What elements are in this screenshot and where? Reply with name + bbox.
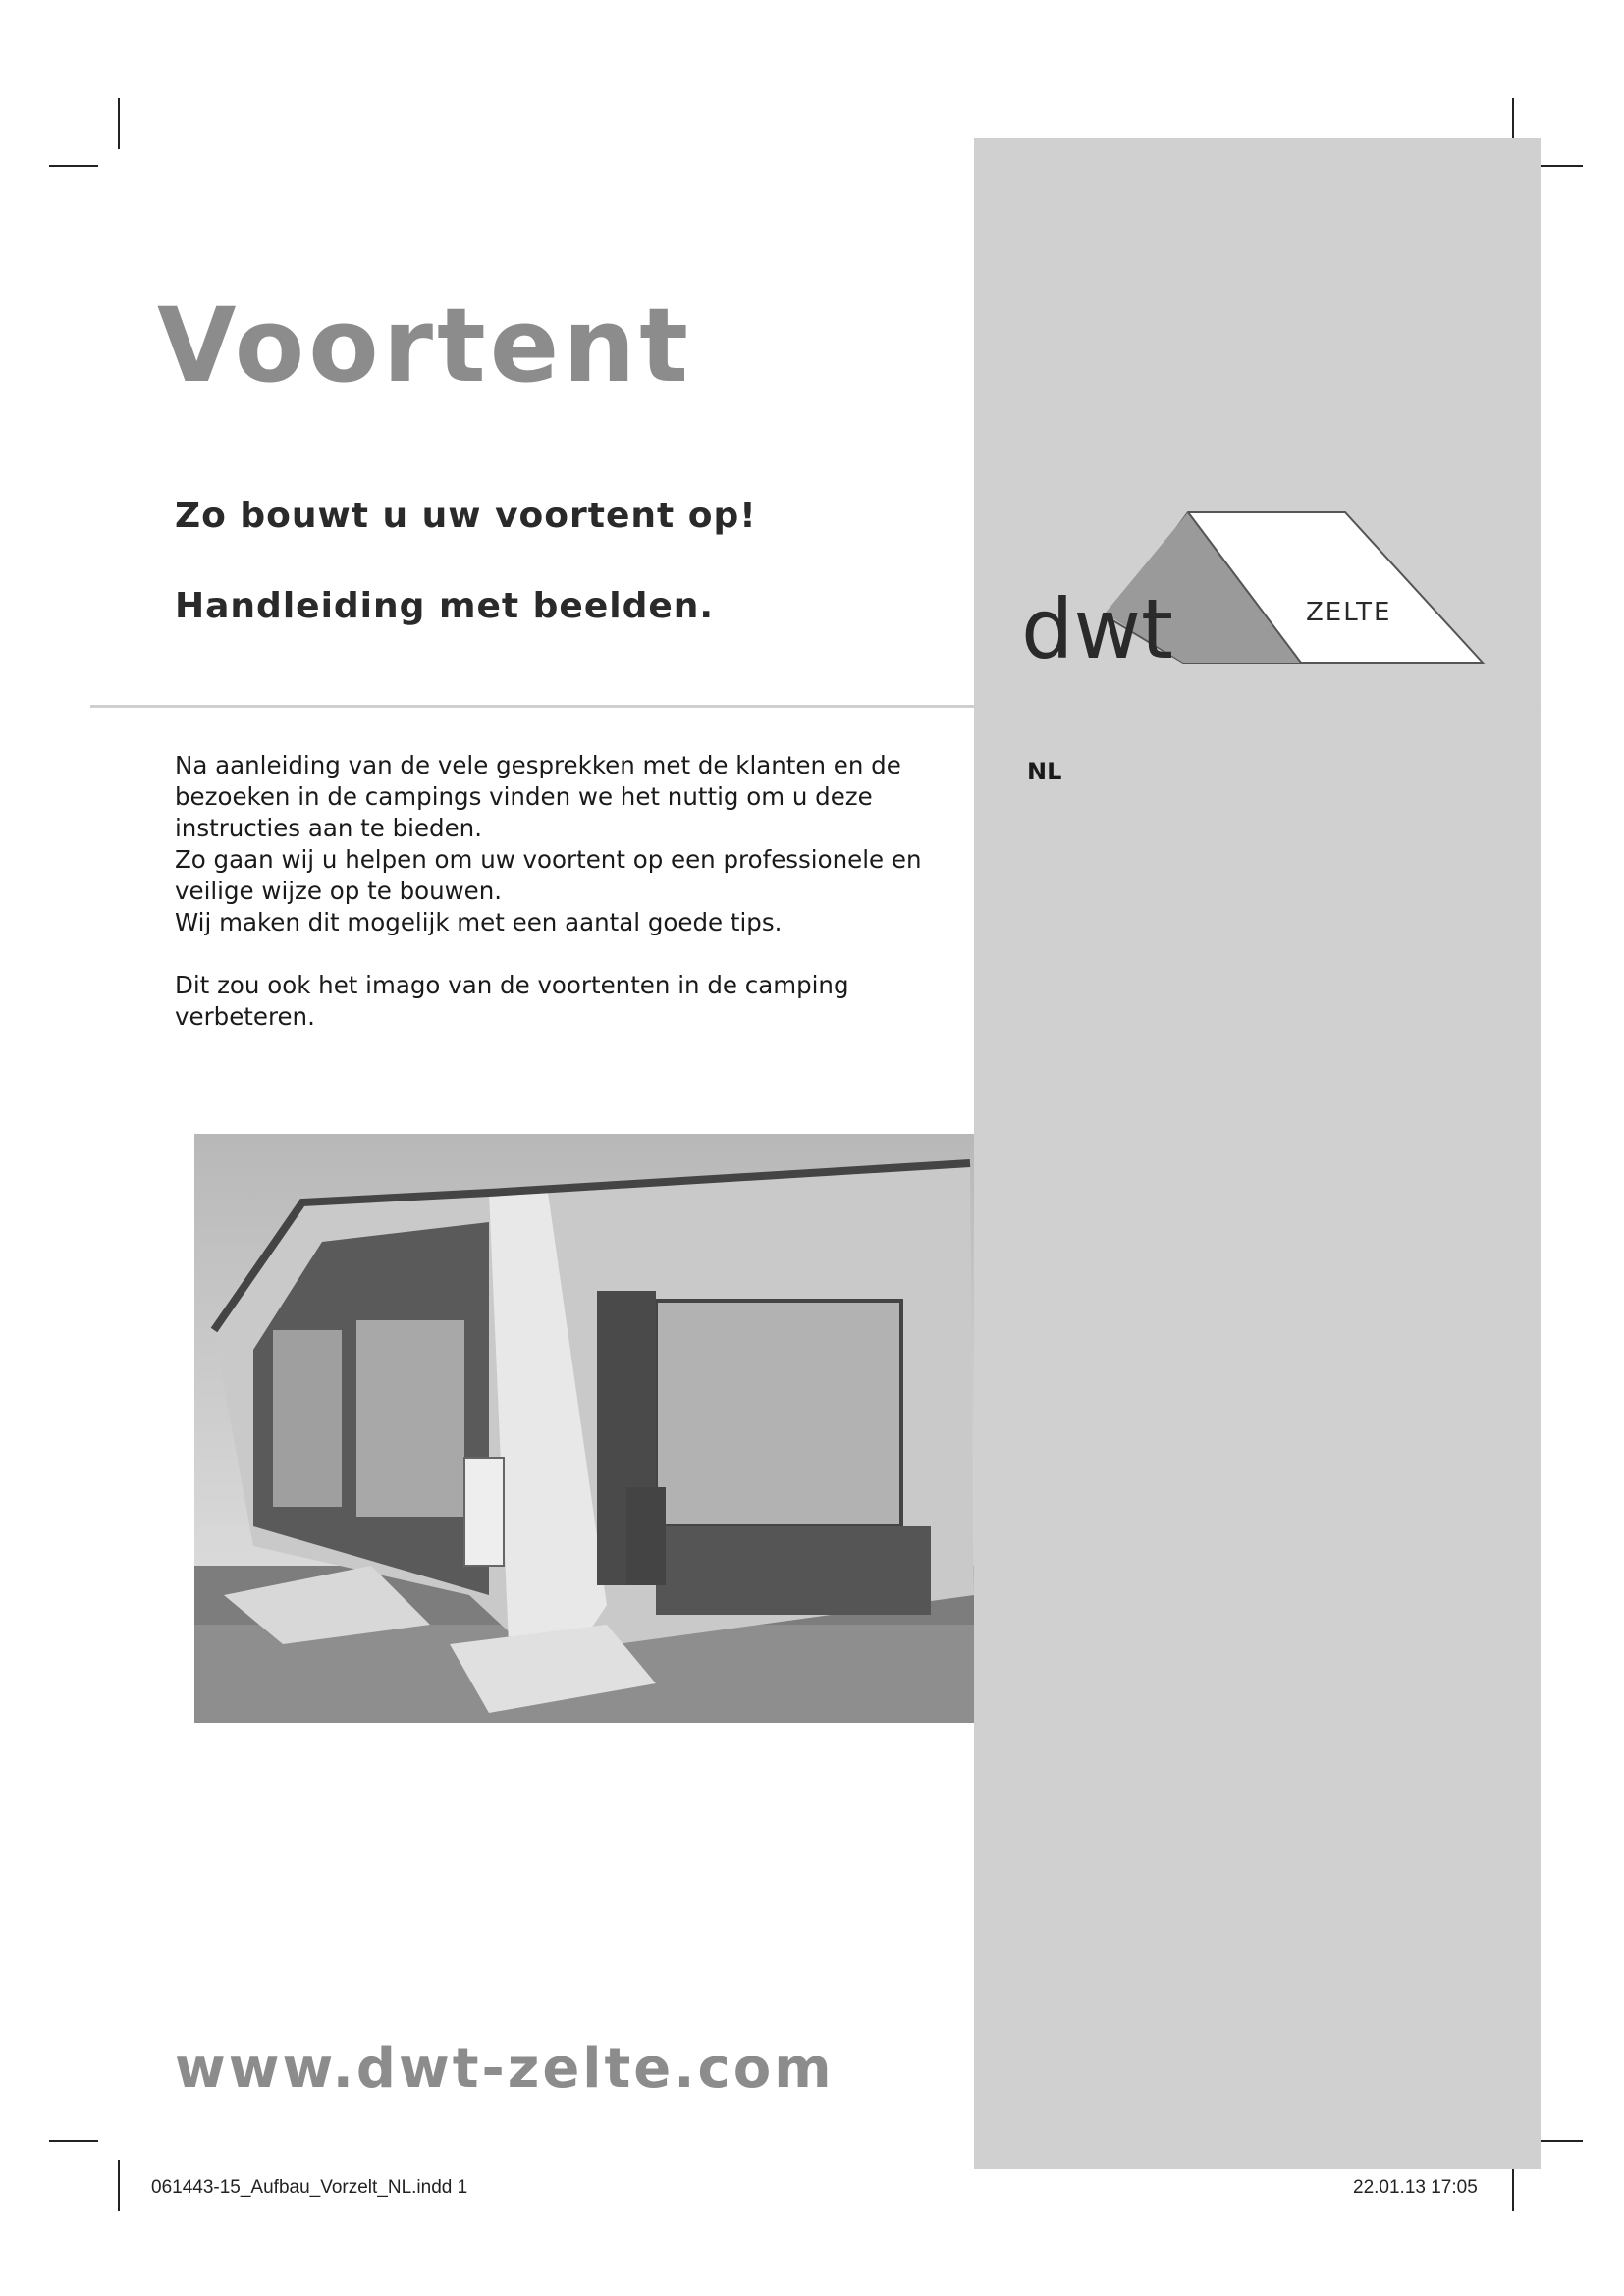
crop-mark: [49, 165, 98, 167]
dwt-logo: [1011, 501, 1512, 677]
subtitle-manual: Handleiding met beelden.: [175, 586, 715, 626]
website-url: www.dwt-zelte.com: [175, 2037, 835, 2101]
intro-closing: Dit zou ook het imago van de voortenten in de camping verbeteren.: [175, 971, 849, 1031]
subtitle-build: Zo bouwt u uw voortent op!: [175, 496, 757, 536]
crop-mark: [118, 2160, 120, 2211]
intro-paragraph: Wij maken dit mogelijk met een aantal goede tips.: [175, 908, 783, 936]
page-title: Voortent: [157, 286, 692, 405]
intro-paragraph: Na aanleiding van de vele gesprekken met de klanten en de bezoeken in de campings vinden we het nuttig om u deze instructies aan te bieden.: [175, 751, 901, 842]
footer-filename: 061443-15_Aufbau_Vorzelt_NL.indd 1: [151, 2177, 468, 2198]
crop-mark: [118, 98, 120, 149]
logo-brand: dwt: [1021, 581, 1173, 677]
language-code: NL: [1027, 758, 1062, 785]
logo-suffix: ZELTE: [1306, 598, 1392, 627]
awning-photo-graphic: [194, 1134, 974, 1723]
crop-mark: [49, 2140, 98, 2142]
intro-paragraph: Zo gaan wij u helpen om uw voortent op een professionele en veilige wijze op te bouwen.: [175, 845, 922, 905]
awning-photo: [194, 1134, 974, 1723]
grey-sidebar: [974, 138, 1541, 2169]
divider: [90, 705, 1541, 708]
intro-text: [175, 750, 980, 1033]
footer-datetime: 22.01.13 17:05: [1353, 2177, 1478, 2198]
dwt-logo-graphic: [1011, 501, 1512, 677]
